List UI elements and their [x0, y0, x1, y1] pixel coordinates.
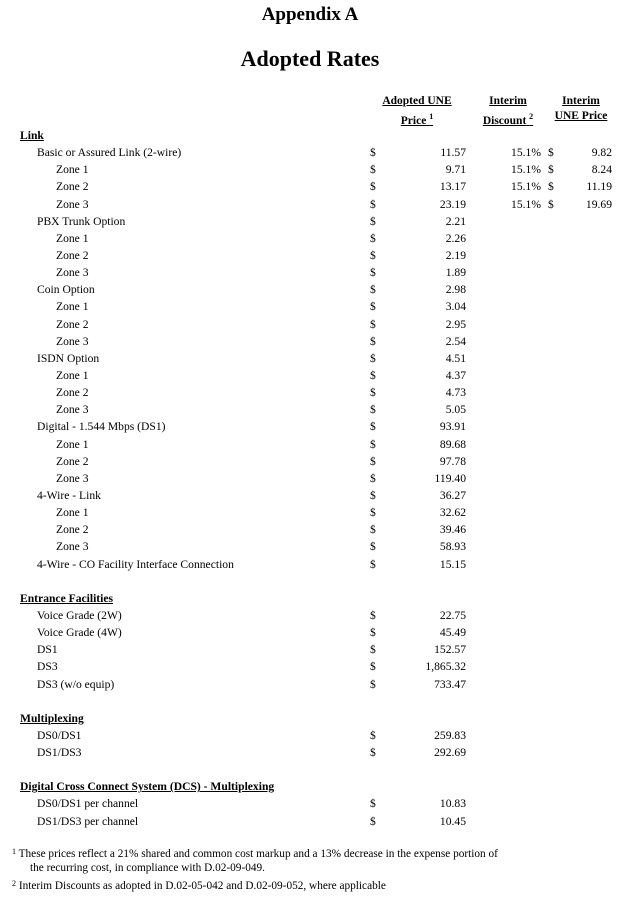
price-currency: $ [370, 557, 376, 571]
adopted-price: 259.83 [434, 728, 466, 742]
interim-discount: 15.1% [511, 163, 541, 177]
table-row [0, 196, 620, 213]
price-currency: $ [370, 266, 376, 280]
interim-price: 9.82 [591, 146, 612, 160]
interim-currency: $ [548, 180, 554, 194]
row-label: Zone 3 [56, 197, 89, 211]
price-currency: $ [370, 248, 376, 262]
adopted-price: 13.17 [439, 180, 466, 194]
row-label: DS3 (w/o equip) [37, 677, 115, 691]
table-row [0, 367, 620, 384]
price-currency: $ [370, 180, 376, 194]
footnote-2 [12, 879, 602, 893]
table-row [0, 727, 620, 744]
table-row [0, 418, 620, 435]
row-label: Zone 1 [56, 300, 89, 314]
price-currency: $ [370, 506, 376, 520]
table-row [0, 230, 620, 247]
table-row [0, 487, 620, 504]
row-label: Zone 2 [56, 180, 89, 194]
price-currency: $ [370, 797, 376, 811]
price-currency: $ [370, 214, 376, 228]
adopted-price: 4.73 [445, 386, 466, 400]
adopted-price: 1.89 [445, 266, 466, 280]
interim-currency: $ [548, 197, 554, 211]
appendix-heading: Appendix A [261, 4, 359, 25]
table-row [0, 521, 620, 538]
price-currency: $ [370, 317, 376, 331]
adopted-price: 2.19 [445, 248, 466, 262]
table-row [0, 504, 620, 521]
row-label: Zone 3 [56, 403, 89, 417]
table-row [0, 556, 620, 573]
adopted-price: 4.51 [445, 351, 466, 365]
price-currency: $ [370, 420, 376, 434]
row-label: Zone 3 [56, 334, 89, 348]
adopted-price: 93.91 [439, 420, 466, 434]
spacer-row [0, 693, 620, 710]
price-currency: $ [370, 351, 376, 365]
adopted-price: 36.27 [439, 488, 466, 502]
adopted-price: 11.57 [440, 146, 466, 160]
interim-discount: 15.1% [511, 197, 541, 211]
row-label: PBX Trunk Option [37, 214, 126, 228]
adopted-price: 2.95 [445, 317, 466, 331]
footnote-1-mark: 1 [12, 847, 16, 856]
interim-price: 8.24 [591, 163, 612, 177]
price-currency: $ [370, 746, 376, 760]
price-currency: $ [370, 454, 376, 468]
adopted-price: 10.45 [439, 814, 466, 828]
price-currency: $ [370, 300, 376, 314]
header-interim-discount [474, 94, 542, 129]
adopted-price: 2.98 [445, 283, 466, 297]
row-label: Coin Option [37, 283, 95, 297]
row-label: 4-Wire - CO Facility Interface Connection [37, 557, 234, 571]
row-label: ISDN Option [37, 351, 100, 365]
table-row [0, 658, 620, 675]
row-label: Zone 3 [56, 540, 89, 554]
adopted-price: 23.19 [439, 197, 466, 211]
row-label: Zone 1 [56, 506, 89, 520]
spacer-row [0, 761, 620, 778]
adopted-price: 5.05 [445, 403, 466, 417]
price-currency: $ [370, 403, 376, 417]
header-interim-une-line1: Interim [562, 95, 600, 107]
price-currency: $ [370, 146, 376, 160]
price-currency: $ [370, 283, 376, 297]
adopted-price: 4.37 [445, 368, 466, 382]
table-row [0, 744, 620, 761]
table-row [0, 795, 620, 812]
footnote-1-line2: the recurring cost, in compliance with D.02-09-049. [30, 862, 265, 874]
header-adopted-une-footnote-mark: 1 [429, 112, 434, 121]
row-label: Voice Grade (2W) [37, 608, 122, 622]
adopted-price: 292.69 [434, 746, 466, 760]
price-currency: $ [370, 677, 376, 691]
price-currency: $ [370, 728, 376, 742]
table-row [0, 538, 620, 555]
section-heading: Entrance Facilities [20, 591, 114, 605]
header-adopted-une-line1: Adopted UNE [382, 95, 452, 107]
table-row [0, 813, 620, 830]
adopted-price: 39.46 [439, 523, 466, 537]
table-row [0, 178, 620, 195]
header-interim-discount-footnote-mark: 2 [529, 112, 534, 121]
row-label: 4-Wire - Link [37, 488, 101, 502]
footnote-2-mark: 2 [12, 879, 16, 888]
adopted-price: 97.78 [439, 454, 466, 468]
interim-discount: 15.1% [511, 146, 541, 160]
price-currency: $ [370, 471, 376, 485]
price-currency: $ [370, 608, 376, 622]
row-label: Voice Grade (4W) [37, 626, 122, 640]
table-row [0, 247, 620, 264]
row-label: Zone 2 [56, 454, 89, 468]
table-row [0, 161, 620, 178]
price-currency: $ [370, 163, 376, 177]
table-row [0, 401, 620, 418]
adopted-price: 2.21 [445, 214, 466, 228]
interim-price: 19.69 [585, 197, 612, 211]
section-heading-row [0, 590, 620, 607]
table-row [0, 333, 620, 350]
spacer-row [0, 573, 620, 590]
row-label: Zone 1 [56, 437, 89, 451]
row-label: Zone 2 [56, 317, 89, 331]
row-label: DS1/DS3 [37, 746, 82, 760]
price-currency: $ [370, 643, 376, 657]
price-currency: $ [370, 334, 376, 348]
footnote-1 [12, 847, 602, 875]
row-label: Zone 2 [56, 248, 89, 262]
footnote-1-line1: These prices reflect a 21% shared and common cost markup and a 13% decrease in the expense portion of [18, 848, 498, 860]
adopted-price: 89.68 [439, 437, 466, 451]
table-row [0, 641, 620, 658]
adopted-price: 1,865.32 [425, 660, 466, 674]
adopted-price: 15.15 [439, 557, 466, 571]
interim-currency: $ [548, 163, 554, 177]
row-label: DS3 [37, 660, 58, 674]
row-label: Basic or Assured Link (2-wire) [37, 146, 182, 160]
row-label: DS0/DS1 [37, 728, 82, 742]
header-interim-discount-line1: Interim [489, 95, 527, 107]
table-row [0, 624, 620, 641]
table-row [0, 436, 620, 453]
table-row [0, 281, 620, 298]
price-currency: $ [370, 231, 376, 245]
header-interim-une-price [546, 94, 616, 124]
table-row [0, 298, 620, 315]
adopted-price: 152.57 [434, 643, 466, 657]
header-adopted-une-price [370, 94, 464, 129]
row-label: Zone 2 [56, 386, 89, 400]
row-label: Zone 3 [56, 266, 89, 280]
table-row [0, 470, 620, 487]
adopted-price: 45.49 [439, 626, 466, 640]
interim-discount: 15.1% [511, 180, 541, 194]
table-row [0, 453, 620, 470]
adopted-price: 9.71 [445, 163, 466, 177]
table-row [0, 384, 620, 401]
row-label: Zone 2 [56, 523, 89, 537]
table-row [0, 676, 620, 693]
page-title: Adopted Rates [240, 46, 380, 71]
adopted-price: 2.54 [445, 334, 466, 348]
section-heading-row [0, 127, 620, 144]
table-row [0, 316, 620, 333]
section-heading: Digital Cross Connect System (DCS) - Multiplexing [20, 780, 275, 794]
row-label: DS0/DS1 per channel [37, 797, 139, 811]
row-label: Digital - 1.544 Mbps (DS1) [37, 420, 166, 434]
price-currency: $ [370, 368, 376, 382]
adopted-price: 58.93 [439, 540, 466, 554]
row-label: Zone 1 [56, 231, 89, 245]
price-currency: $ [370, 540, 376, 554]
adopted-price: 119.40 [434, 471, 466, 485]
table-row [0, 144, 620, 161]
section-heading-row [0, 778, 620, 795]
adopted-price: 3.04 [445, 300, 466, 314]
row-label: DS1/DS3 per channel [37, 814, 139, 828]
price-currency: $ [370, 488, 376, 502]
interim-price: 11.19 [586, 180, 612, 194]
price-currency: $ [370, 523, 376, 537]
rates-table [0, 127, 620, 830]
interim-currency: $ [548, 146, 554, 160]
adopted-price: 32.62 [439, 506, 466, 520]
price-currency: $ [370, 437, 376, 451]
row-label: Zone 1 [56, 163, 89, 177]
row-label: DS1 [37, 643, 58, 657]
footnote-2-text: Interim Discounts as adopted in D.02-05-042 and D.02-09-052, where applicable [18, 880, 386, 892]
section-heading-row [0, 710, 620, 727]
table-row [0, 607, 620, 624]
price-currency: $ [370, 660, 376, 674]
adopted-price: 733.47 [434, 677, 466, 691]
section-heading: Multiplexing [20, 711, 84, 725]
table-row [0, 213, 620, 230]
section-heading: Link [20, 129, 44, 142]
table-row [0, 350, 620, 367]
table-row [0, 264, 620, 281]
price-currency: $ [370, 386, 376, 400]
header-interim-une-line2: UNE Price [554, 110, 608, 122]
adopted-price: 10.83 [439, 797, 466, 811]
row-label: Zone 3 [56, 471, 89, 485]
price-currency: $ [370, 814, 376, 828]
adopted-price: 22.75 [439, 608, 466, 622]
adopted-price: 2.26 [445, 231, 466, 245]
header-interim-discount-line2: Discount [482, 114, 527, 127]
price-currency: $ [370, 626, 376, 640]
row-label: Zone 1 [56, 368, 89, 382]
header-adopted-une-line2: Price [400, 114, 427, 127]
price-currency: $ [370, 197, 376, 211]
